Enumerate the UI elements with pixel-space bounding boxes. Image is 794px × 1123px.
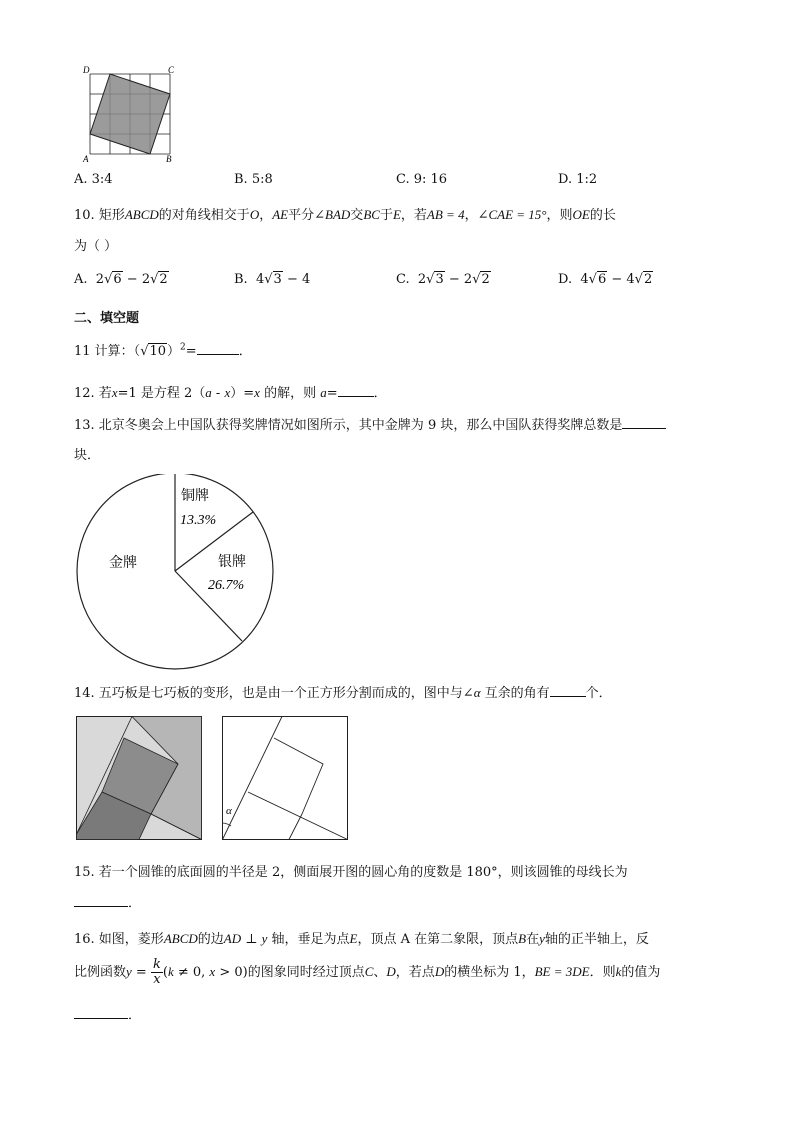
q11-suffix: ） [167,344,181,359]
q13-pie-chart [74,474,284,670]
q14-text: 14. 五巧板是七巧板的变形，也是由一个正方形分割而成的，图中与∠ [74,686,474,701]
q16-var: k [167,964,174,979]
q16-var: D [386,964,396,979]
option-label: D. [558,272,573,287]
q10-eq: ∠CAE = 15° [477,207,547,222]
q10-number: 10. [74,208,95,223]
q11-tail: = [185,344,197,359]
q9-label-b: B [166,154,172,164]
q16-line1 [74,928,649,947]
q16-text: 轴，垂足为点 [267,932,350,947]
option-label: C. [396,272,410,287]
q16-text: ，若点 [395,965,435,980]
q11-end: ． [238,344,252,359]
q16-text: = [131,965,151,980]
q14-figure-shaded [76,716,202,840]
q16-var: E [349,931,358,946]
q14 [74,682,612,701]
q10-text: ， [259,208,273,223]
q10-text: 矩形 [98,208,125,223]
option-label: B. [234,272,248,287]
q12-text: =1 是方程 2（ [117,386,206,401]
q12-text: ）= [230,386,255,401]
pie-value-bronze: 13.3% [180,513,217,528]
q10-text: 的对角线相交于 [158,208,250,223]
q16-text: 16. 如图，菱形 [74,932,164,947]
q14-figure-outline [222,716,348,840]
q12-var: a [205,385,212,400]
q9-option-c[interactable]: C. 9: 16 [396,172,448,187]
q16-text: 的值为 [621,965,661,980]
q10-option-a[interactable]: A. 2√6 − 2√2 [74,272,168,287]
q10-stem-line2: 为（ ） [74,239,118,254]
q11-radicand: 10 [149,344,167,359]
q12-answer-blank[interactable] [338,384,374,397]
q11-prefix: 11 计算：（ [74,344,141,359]
radicand: 2 [481,272,490,287]
q13-text: 13. 北京冬奥会上中国队获得奖牌情况如图所示，其中金牌为 9 块，那么中国队获得奖牌总数是 [74,418,623,433]
q12-text: = [326,386,338,401]
q16-text: 轴的正半轴上，反 [544,932,649,947]
radicand: 3 [435,272,444,287]
radicand: 2 [159,272,168,287]
q16-text: 的横坐标为 1， [444,965,535,980]
q16-text: ．则 [589,965,616,980]
q16-text: ，顶点 A 在第二象限，顶点 [357,932,519,947]
q16-line3 [74,1004,141,1023]
radicand: 3 [273,272,282,287]
q16-text: > 0)的图象同时经过顶点 [215,965,365,980]
q16-var: B [518,931,527,946]
pie-label-silver: 银牌 [218,555,246,570]
q10-var: AE [272,207,289,222]
q12-var: a [320,385,327,400]
operator: − 2 [444,272,473,287]
q9-option-d[interactable]: D. 1:2 [558,172,598,187]
q10-var: BC [363,207,380,222]
q10-text: ，若 [400,208,427,223]
q16-text: ( [162,965,168,980]
q10-var: O [249,207,260,222]
q10-stem-line1 [74,204,616,223]
q16-var: D [434,964,445,979]
q9-option-b[interactable]: B. 5:8 [234,172,273,187]
q14-text: 互余的角有 [480,686,550,701]
q11-exponent: 2 [180,342,186,353]
coef: 4 [255,272,265,287]
q16-var: y [126,964,132,979]
radicand: 6 [113,272,122,287]
q10-var: OE [572,207,590,222]
pie-value-silver: 26.7% [208,578,245,593]
q16-var: C [364,964,374,979]
q9-tilted-square [90,74,170,154]
q9-label-c: C [168,65,175,75]
q16-eq: BE = 3DE [534,964,590,979]
q16-text: ⊥ [241,932,262,947]
q9-figure [82,64,182,164]
q13-line2: 块． [74,448,101,463]
q16-var: k [615,964,622,979]
q16-answer-blank[interactable] [74,1006,128,1019]
q12-text: 12. 若 [74,386,112,401]
q9-label-a: A [83,154,89,164]
q15-line2 [74,892,141,911]
pie-label-bronze: 铜牌 [181,489,209,504]
section-title: 二、填空题 [74,311,140,326]
q16-end: ． [128,1008,142,1023]
q16-var: y [261,931,268,946]
q10-var: ∠BAD [314,207,351,222]
q16-text: 的边 [197,932,224,947]
q10-text: 于 [379,208,393,223]
q12-end: ． [373,386,387,401]
operator: − 2 [122,272,151,287]
q16-text: 比例函数 [74,965,127,980]
q13-answer-blank[interactable] [622,416,666,429]
q12-var: x [111,385,118,400]
q12 [74,382,387,401]
option-label: A. [74,272,88,287]
q9-option-a[interactable]: A. 3:4 [74,172,113,187]
coef: 2 [95,272,105,287]
q12-var: x [254,385,260,400]
q16-var: ABCD [163,931,198,946]
q10-text: 平分 [288,208,315,223]
fraction-denominator: x [153,972,161,987]
q16-line2 [74,958,660,987]
fraction-numerator: k [152,957,161,972]
q10-option-d[interactable]: D. 4√6 − 4√2 [558,272,653,287]
radicand: 6 [597,272,607,287]
q16-var: y [539,931,545,946]
q15-line1: 15. 若一个圆锥的底面圆的半径是 2，侧面展开图的圆心角的度数是 180°，则该圆锥的母线长为 [74,865,628,880]
q12-var: x [224,385,231,400]
q12-text: - [211,386,225,401]
q16-var: AD [223,931,242,946]
q11: 11 计算：$(√10)^2=$ ． [74,342,252,359]
q16-text: 、 [373,965,387,980]
q16-fraction [151,958,163,987]
operator: − 4 [607,272,635,287]
q15-end: ． [128,896,142,911]
q10-option-b[interactable]: B. 4√3 − 4 [234,272,311,287]
operator: − 4 [282,272,311,287]
q10-text: 的长 [589,208,616,223]
q16-text: 在 [526,932,540,947]
coef: 2 [417,272,427,287]
pie-label-gold: 金牌 [109,556,137,571]
q10-eq: AB = 4 [426,207,465,222]
q16-var: x [209,964,216,979]
alpha-label: α [226,805,232,817]
q14-end: 个． [585,686,612,701]
q10-text: 交 [350,208,364,223]
q12-text: 的解，则 [259,386,321,401]
radicand: 2 [643,272,653,287]
q13-line1 [74,414,666,433]
q10-text: ， [464,208,478,223]
q10-option-c[interactable]: C. 2√3 − 2√2 [396,272,490,287]
q14-alpha: α [473,685,481,700]
q15-answer-blank[interactable] [74,894,128,907]
q10-var: ABCD [124,207,159,222]
q10-text: ，则 [546,208,573,223]
q11-answer-blank[interactable] [197,342,239,355]
q10-var: E [392,207,401,222]
coef: 4 [580,272,589,287]
q9-label-d: D [83,65,90,75]
q16-text: ≠ 0, [173,965,210,980]
q14-answer-blank[interactable] [550,684,586,697]
